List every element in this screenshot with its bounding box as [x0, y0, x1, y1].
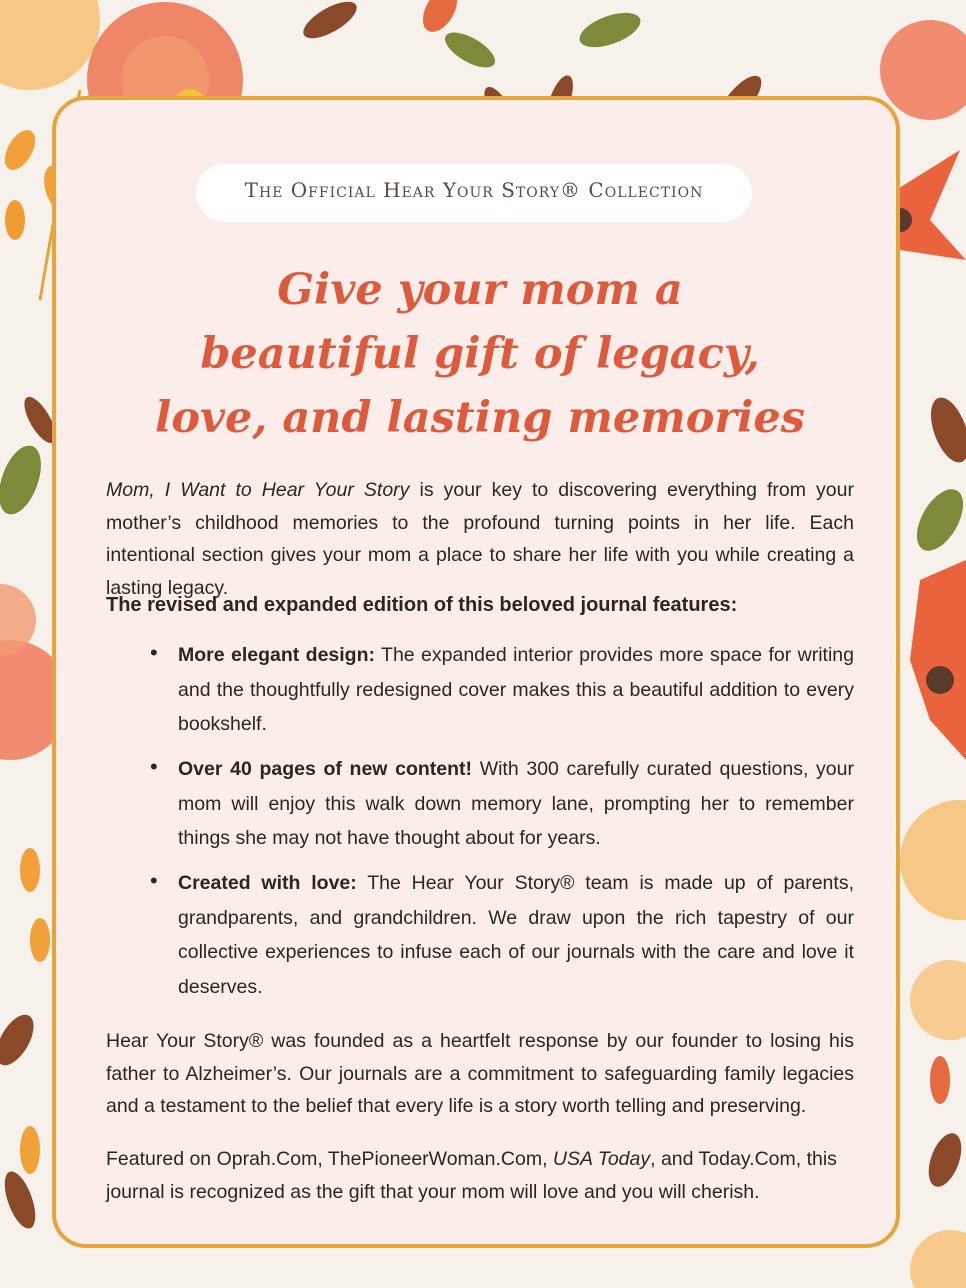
feature-lead: More elegant design: — [178, 644, 375, 666]
featured-text-1: Featured on Oprah.Com, ThePioneerWoman.Com, — [106, 1148, 553, 1170]
intro-paragraph — [106, 474, 854, 604]
bullet-icon: • — [150, 640, 158, 665]
featured-text-2: , and Today.Com, this journal is recognized as the gift that your mom will love and you will cherish. — [106, 1148, 837, 1203]
feature-text: The expanded interior provides more space for writing and the thoughtfully redesigned cover makes this a beautiful addition to every bookshelf. — [178, 644, 854, 735]
intro-text: is your key to discovering everything from your mother’s childhood memories to the profound turning points in her life. Each intentional section gives your mom a place to share her life with you while creating a lasting legacy. — [106, 479, 854, 599]
features-heading: The revised and expanded edition of this beloved journal features: — [106, 594, 738, 616]
feature-lead: Over 40 pages of new content! — [178, 758, 473, 780]
headline-line-2: beautiful gift of legacy, — [200, 329, 760, 379]
featured-paragraph — [106, 1143, 854, 1208]
founder-paragraph: Hear Your Story® was founded as a heartfelt response by our founder to losing his father to Alzheimer’s. Our journals are a commitment to safeguarding family legacies and a testament to the belief that every life is a story worth telling and preserving. — [106, 1030, 854, 1117]
book-title: Mom, I Want to Hear Your Story — [106, 479, 410, 501]
headline — [100, 258, 860, 450]
feature-lead: Created with love: — [178, 872, 357, 894]
feature-item — [178, 638, 854, 742]
headline-line-1: Give your mom a — [277, 265, 683, 315]
bullet-icon: • — [150, 754, 158, 779]
leaf-decoration — [298, 0, 362, 45]
feature-item — [178, 866, 854, 1004]
feature-text: With 300 carefully curated questions, your mom will enjoy this walk down memory lane, prompting her to remember things she may not have thought about for years. — [178, 758, 854, 849]
bullet-icon: • — [150, 868, 158, 893]
collection-label: The Official Hear Your Story® Collection — [244, 178, 704, 202]
lily-decoration — [910, 560, 966, 760]
rose-decoration — [0, 0, 100, 90]
headline-line-3: love, and lasting memories — [155, 393, 805, 443]
feature-item — [178, 752, 854, 856]
feature-text: The Hear Your Story® team is made up of parents, grandparents, and grandchildren. We draw upon the rich tapestry of our collective experiences to infuse each of our journals with the care and love it deserves. — [178, 872, 854, 998]
featured-italic: USA Today — [552, 1148, 651, 1170]
